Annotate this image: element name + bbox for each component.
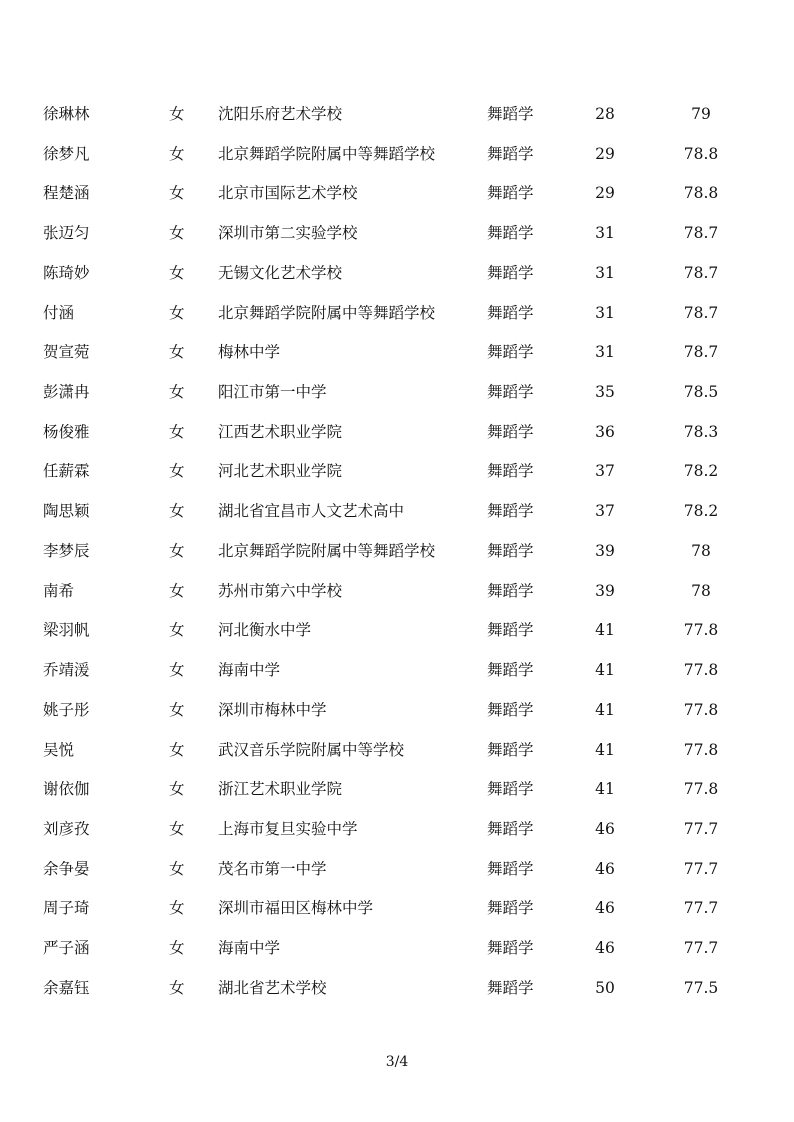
student-name: 乔靖湲 xyxy=(43,661,90,680)
student-rank: 37 xyxy=(595,462,615,481)
table-row xyxy=(0,850,794,890)
student-name: 任薪霖 xyxy=(43,462,90,481)
student-name: 姚子彤 xyxy=(43,700,90,719)
student-school: 浙江艺术职业学院 xyxy=(218,780,343,799)
student-rank: 31 xyxy=(595,303,615,322)
student-school: 北京舞蹈学院附属中等舞蹈学校 xyxy=(218,303,436,322)
student-school: 江西艺术职业学院 xyxy=(218,422,343,441)
student-school: 北京市国际艺术学校 xyxy=(218,184,358,203)
student-gender: 女 xyxy=(169,462,185,481)
student-rank: 39 xyxy=(595,581,615,600)
student-major: 舞蹈学 xyxy=(487,303,534,322)
student-gender: 女 xyxy=(169,700,185,719)
student-gender: 女 xyxy=(169,740,185,759)
student-gender: 女 xyxy=(169,105,185,123)
student-score: 77.8 xyxy=(683,661,719,680)
student-school: 梅林中学 xyxy=(218,343,281,362)
student-score: 79 xyxy=(691,105,711,123)
student-school: 河北衡水中学 xyxy=(218,621,312,640)
student-major: 舞蹈学 xyxy=(487,621,534,640)
table-row xyxy=(0,95,794,135)
table-row xyxy=(0,611,794,651)
student-name: 谢依伽 xyxy=(43,780,90,799)
student-score: 77.8 xyxy=(683,740,719,759)
student-gender: 女 xyxy=(169,422,185,441)
student-rank: 46 xyxy=(595,859,615,878)
student-major: 舞蹈学 xyxy=(487,819,534,838)
student-score: 78.2 xyxy=(683,502,719,521)
student-score: 78.7 xyxy=(683,343,719,362)
student-rank: 31 xyxy=(595,263,615,282)
student-name: 南希 xyxy=(43,581,75,600)
student-gender: 女 xyxy=(169,780,185,799)
student-rank: 31 xyxy=(595,224,615,243)
table-row xyxy=(0,691,794,731)
student-school: 河北艺术职业学院 xyxy=(218,462,343,481)
student-rank: 41 xyxy=(595,621,615,640)
student-school: 沈阳乐府艺术学校 xyxy=(218,105,343,123)
student-score: 77.8 xyxy=(683,780,719,799)
student-gender: 女 xyxy=(169,541,185,560)
student-score: 77.7 xyxy=(683,899,719,918)
student-name: 陈琦妙 xyxy=(43,263,90,282)
student-rank: 37 xyxy=(595,502,615,521)
student-score: 78.7 xyxy=(683,263,719,282)
student-gender: 女 xyxy=(169,899,185,918)
student-name: 余嘉钰 xyxy=(43,978,90,997)
student-school: 苏州市第六中学校 xyxy=(218,581,343,600)
table-row xyxy=(0,135,794,175)
student-rank: 31 xyxy=(595,343,615,362)
student-school: 湖北省艺术学校 xyxy=(218,978,327,997)
student-school: 深圳市福田区梅林中学 xyxy=(218,899,374,918)
student-major: 舞蹈学 xyxy=(487,859,534,878)
student-score: 77.8 xyxy=(683,621,719,640)
student-school: 武汉音乐学院附属中等学校 xyxy=(218,740,405,759)
student-name: 严子涵 xyxy=(43,939,90,958)
student-rank: 28 xyxy=(595,105,615,123)
table-row xyxy=(0,969,794,1009)
student-major: 舞蹈学 xyxy=(487,661,534,680)
student-major: 舞蹈学 xyxy=(487,502,534,521)
student-major: 舞蹈学 xyxy=(487,343,534,362)
table-row xyxy=(0,572,794,612)
student-name: 张迈匀 xyxy=(43,224,90,243)
student-name: 程楚涵 xyxy=(43,184,90,203)
table-row xyxy=(0,651,794,691)
student-major: 舞蹈学 xyxy=(487,263,534,282)
student-school: 海南中学 xyxy=(218,661,281,680)
student-gender: 女 xyxy=(169,502,185,521)
student-major: 舞蹈学 xyxy=(487,422,534,441)
student-name: 徐梦凡 xyxy=(43,144,90,163)
student-gender: 女 xyxy=(169,621,185,640)
table-row xyxy=(0,413,794,453)
student-score: 78.5 xyxy=(683,383,719,402)
student-rank: 41 xyxy=(595,780,615,799)
student-rank: 41 xyxy=(595,661,615,680)
table-row xyxy=(0,492,794,532)
student-school: 海南中学 xyxy=(218,939,281,958)
student-name: 彭潇冉 xyxy=(43,383,90,402)
student-score: 78.7 xyxy=(683,224,719,243)
student-score: 78 xyxy=(691,581,711,600)
student-rank: 41 xyxy=(595,740,615,759)
student-major: 舞蹈学 xyxy=(487,581,534,600)
table-row xyxy=(0,810,794,850)
student-score: 78 xyxy=(691,541,711,560)
student-school: 北京舞蹈学院附属中等舞蹈学校 xyxy=(218,144,436,163)
table-row xyxy=(0,889,794,929)
table-row xyxy=(0,214,794,254)
student-score: 77.7 xyxy=(683,939,719,958)
student-name: 刘彦孜 xyxy=(43,819,90,838)
student-score: 78.3 xyxy=(683,422,719,441)
table-row xyxy=(0,254,794,294)
student-rank: 46 xyxy=(595,939,615,958)
student-score: 77.7 xyxy=(683,859,719,878)
student-major: 舞蹈学 xyxy=(487,740,534,759)
student-major: 舞蹈学 xyxy=(487,541,534,560)
student-school: 深圳市梅林中学 xyxy=(218,700,327,719)
student-name: 吴悦 xyxy=(43,740,75,759)
student-name: 杨俊雅 xyxy=(43,422,90,441)
student-gender: 女 xyxy=(169,263,185,282)
student-major: 舞蹈学 xyxy=(487,939,534,958)
student-score: 78.8 xyxy=(683,144,719,163)
student-name: 徐琳林 xyxy=(43,105,90,123)
student-score: 77.8 xyxy=(683,700,719,719)
table-row xyxy=(0,770,794,810)
table-row xyxy=(0,452,794,492)
student-rank: 29 xyxy=(595,144,615,163)
student-major: 舞蹈学 xyxy=(487,224,534,243)
student-name: 周子琦 xyxy=(43,899,90,918)
student-gender: 女 xyxy=(169,581,185,600)
student-name: 余争晏 xyxy=(43,859,90,878)
student-gender: 女 xyxy=(169,939,185,958)
student-score: 77.5 xyxy=(683,978,719,997)
student-gender: 女 xyxy=(169,343,185,362)
student-name: 李梦辰 xyxy=(43,541,90,560)
student-gender: 女 xyxy=(169,661,185,680)
student-rank: 41 xyxy=(595,700,615,719)
page-number: 3/4 xyxy=(385,1054,409,1070)
table-row xyxy=(0,731,794,771)
student-rank: 35 xyxy=(595,383,615,402)
student-school: 湖北省宜昌市人文艺术高中 xyxy=(218,502,405,521)
student-rank: 39 xyxy=(595,541,615,560)
table-row xyxy=(0,929,794,969)
student-major: 舞蹈学 xyxy=(487,383,534,402)
student-score: 78.7 xyxy=(683,303,719,322)
student-school: 北京舞蹈学院附属中等舞蹈学校 xyxy=(218,541,436,560)
table-row xyxy=(0,333,794,373)
student-gender: 女 xyxy=(169,978,185,997)
student-major: 舞蹈学 xyxy=(487,780,534,799)
student-gender: 女 xyxy=(169,859,185,878)
student-major: 舞蹈学 xyxy=(487,978,534,997)
student-rank: 36 xyxy=(595,422,615,441)
student-gender: 女 xyxy=(169,224,185,243)
student-score: 77.7 xyxy=(683,819,719,838)
student-major: 舞蹈学 xyxy=(487,105,534,123)
student-gender: 女 xyxy=(169,819,185,838)
student-rank: 46 xyxy=(595,819,615,838)
student-name: 陶思颖 xyxy=(43,502,90,521)
student-major: 舞蹈学 xyxy=(487,144,534,163)
student-name: 梁羽帆 xyxy=(43,621,90,640)
student-gender: 女 xyxy=(169,184,185,203)
student-gender: 女 xyxy=(169,383,185,402)
student-school: 阳江市第一中学 xyxy=(218,383,327,402)
student-school: 茂名市第一中学 xyxy=(218,859,327,878)
student-major: 舞蹈学 xyxy=(487,700,534,719)
student-school: 深圳市第二实验学校 xyxy=(218,224,358,243)
student-name: 付涵 xyxy=(43,303,75,322)
results-table xyxy=(0,95,794,1009)
student-score: 78.2 xyxy=(683,462,719,481)
student-major: 舞蹈学 xyxy=(487,462,534,481)
student-score: 78.8 xyxy=(683,184,719,203)
table-row xyxy=(0,174,794,214)
table-row xyxy=(0,532,794,572)
student-rank: 29 xyxy=(595,184,615,203)
student-rank: 46 xyxy=(595,899,615,918)
student-rank: 50 xyxy=(595,978,615,997)
student-major: 舞蹈学 xyxy=(487,184,534,203)
table-row xyxy=(0,373,794,413)
student-school: 上海市复旦实验中学 xyxy=(218,819,358,838)
student-gender: 女 xyxy=(169,303,185,322)
table-row xyxy=(0,294,794,334)
student-major: 舞蹈学 xyxy=(487,899,534,918)
student-gender: 女 xyxy=(169,144,185,163)
student-school: 无锡文化艺术学校 xyxy=(218,263,343,282)
student-name: 贺宣菀 xyxy=(43,343,90,362)
